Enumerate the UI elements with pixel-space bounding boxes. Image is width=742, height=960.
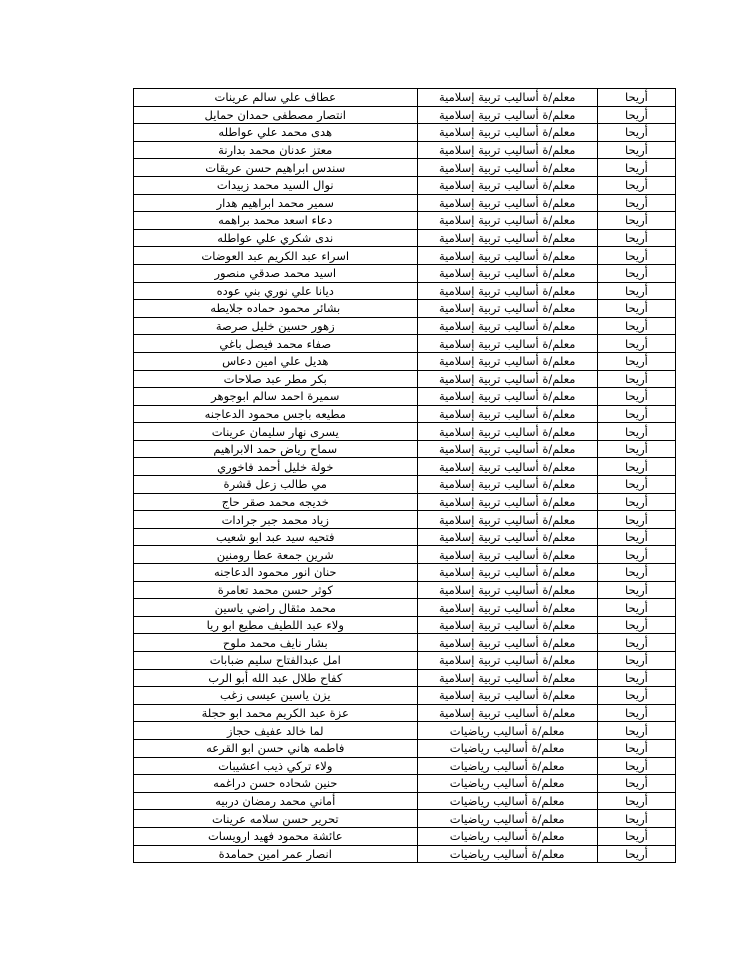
region-cell: أريحا [597, 845, 675, 863]
specialization-cell: معلم/ة أساليب تربية إسلامية [417, 564, 597, 582]
name-cell: كفاح طلال عبد الله أبو الرب [134, 669, 418, 687]
region-cell: أريحا [597, 493, 675, 511]
specialization-cell: معلم/ة أساليب رياضيات [417, 739, 597, 757]
specialization-cell: معلم/ة أساليب تربية إسلامية [417, 616, 597, 634]
name-cell: فتحيه سيد عبد ابو شعيب [134, 528, 418, 546]
specialization-cell: معلم/ة أساليب تربية إسلامية [417, 335, 597, 353]
table-row [134, 757, 676, 775]
specialization-cell: معلم/ة أساليب تربية إسلامية [417, 176, 597, 194]
table-row [134, 159, 676, 177]
name-cell: فاطمه هاني حسن ابو القرعه [134, 739, 418, 757]
table-row [134, 247, 676, 265]
table-row [134, 89, 676, 107]
specialization-cell: معلم/ة أساليب تربية إسلامية [417, 370, 597, 388]
specialization-cell: معلم/ة أساليب تربية إسلامية [417, 528, 597, 546]
region-cell: أريحا [597, 827, 675, 845]
region-cell: أريحا [597, 176, 675, 194]
name-cell: سميرة احمد سالم ابوجوهر [134, 388, 418, 406]
region-cell: أريحا [597, 264, 675, 282]
table-row [134, 581, 676, 599]
region-cell: أريحا [597, 212, 675, 230]
specialization-cell: معلم/ة أساليب تربية إسلامية [417, 229, 597, 247]
name-cell: خولة خليل أحمد فاخوري [134, 458, 418, 476]
region-cell: أريحا [597, 652, 675, 670]
region-cell: أريحا [597, 528, 675, 546]
name-cell: شرين جمعة عطا رومنين [134, 546, 418, 564]
specialization-cell: معلم/ة أساليب تربية إسلامية [417, 493, 597, 511]
region-cell: أريحا [597, 423, 675, 441]
specialization-cell: معلم/ة أساليب تربية إسلامية [417, 546, 597, 564]
region-cell: أريحا [597, 669, 675, 687]
name-cell: بشار نايف محمد ملوح [134, 634, 418, 652]
region-cell: أريحا [597, 106, 675, 124]
region-cell: أريحا [597, 194, 675, 212]
name-cell: ولاء تركي ذيب اعشيبات [134, 757, 418, 775]
specialization-cell: معلم/ة أساليب تربية إسلامية [417, 634, 597, 652]
table-row [134, 775, 676, 793]
table-row [134, 440, 676, 458]
table-row [134, 423, 676, 441]
specialization-cell: معلم/ة أساليب تربية إسلامية [417, 352, 597, 370]
name-cell: لما خالد عفيف حجاز [134, 722, 418, 740]
region-cell: أريحا [597, 440, 675, 458]
specialization-cell: معلم/ة أساليب رياضيات [417, 775, 597, 793]
name-cell: اسراء عبد الكريم عبد العوضات [134, 247, 418, 265]
table-row [134, 282, 676, 300]
table-row [134, 370, 676, 388]
table-row [134, 106, 676, 124]
table-row [134, 335, 676, 353]
table-row [134, 827, 676, 845]
region-cell: أريحا [597, 370, 675, 388]
table-row [134, 352, 676, 370]
name-cell: مطيعه باجس محمود الدعاجنه [134, 405, 418, 423]
specialization-cell: معلم/ة أساليب تربية إسلامية [417, 687, 597, 705]
region-cell: أريحا [597, 687, 675, 705]
specialization-cell: معلم/ة أساليب تربية إسلامية [417, 423, 597, 441]
name-cell: نوال السيد محمد زبيدات [134, 176, 418, 194]
specialization-cell: معلم/ة أساليب تربية إسلامية [417, 124, 597, 142]
name-cell: هديل علي امين دعاس [134, 352, 418, 370]
name-cell: صفاء محمد فيصل باغي [134, 335, 418, 353]
table-row [134, 652, 676, 670]
name-cell: يزن ياسين عيسى زغب [134, 687, 418, 705]
name-cell: سماح رياض حمد الابراهيم [134, 440, 418, 458]
specialization-cell: معلم/ة أساليب تربية إسلامية [417, 264, 597, 282]
region-cell: أريحا [597, 775, 675, 793]
region-cell: أريحا [597, 300, 675, 318]
name-cell: ديانا علي نوري بني عوده [134, 282, 418, 300]
table-row [134, 722, 676, 740]
region-cell: أريحا [597, 511, 675, 529]
name-cell: يسرى نهار سليمان عرينات [134, 423, 418, 441]
name-cell: معتز عدنان محمد بدارنة [134, 141, 418, 159]
table-row [134, 599, 676, 617]
name-cell: سمير محمد ابراهيم هدار [134, 194, 418, 212]
name-cell: كوثر حسن محمد تعامرة [134, 581, 418, 599]
name-cell: حنين شحاده حسن دراغمه [134, 775, 418, 793]
specialization-cell: معلم/ة أساليب تربية إسلامية [417, 704, 597, 722]
table-row [134, 300, 676, 318]
table-row [134, 194, 676, 212]
specialization-cell: معلم/ة أساليب تربية إسلامية [417, 476, 597, 494]
name-cell: عزة عبد الكريم محمد ابو حجلة [134, 704, 418, 722]
region-cell: أريحا [597, 282, 675, 300]
region-cell: أريحا [597, 581, 675, 599]
specialization-cell: معلم/ة أساليب تربية إسلامية [417, 159, 597, 177]
specialization-cell: معلم/ة أساليب تربية إسلامية [417, 106, 597, 124]
table-row [134, 176, 676, 194]
specialization-cell: معلم/ة أساليب تربية إسلامية [417, 212, 597, 230]
table-row [134, 476, 676, 494]
name-cell: مي طالب زعل قشرة [134, 476, 418, 494]
name-cell: خديجه محمد صقر حاج [134, 493, 418, 511]
specialization-cell: معلم/ة أساليب تربية إسلامية [417, 581, 597, 599]
specialization-cell: معلم/ة أساليب تربية إسلامية [417, 440, 597, 458]
name-cell: عطاف علي سالم عرينات [134, 89, 418, 107]
table-row [134, 141, 676, 159]
specialization-cell: معلم/ة أساليب تربية إسلامية [417, 388, 597, 406]
table-row [134, 810, 676, 828]
region-cell: أريحا [597, 352, 675, 370]
table-row [134, 669, 676, 687]
table-row [134, 124, 676, 142]
region-cell: أريحا [597, 739, 675, 757]
region-cell: أريحا [597, 564, 675, 582]
region-cell: أريحا [597, 141, 675, 159]
name-cell: زياد محمد جبر جرادات [134, 511, 418, 529]
region-cell: أريحا [597, 124, 675, 142]
specialization-cell: معلم/ة أساليب تربية إسلامية [417, 599, 597, 617]
specialization-cell: معلم/ة أساليب تربية إسلامية [417, 194, 597, 212]
table-row [134, 458, 676, 476]
name-cell: تحرير حسن سلامه عرينات [134, 810, 418, 828]
specialization-cell: معلم/ة أساليب رياضيات [417, 792, 597, 810]
specialization-cell: معلم/ة أساليب تربية إسلامية [417, 89, 597, 107]
name-cell: زهور حسين خليل صرصة [134, 317, 418, 335]
specialization-cell: معلم/ة أساليب تربية إسلامية [417, 511, 597, 529]
table-row [134, 792, 676, 810]
name-cell: ولاء عبد اللطيف مطيع ابو ريا [134, 616, 418, 634]
name-cell: بشائر محمود حماده جلايطه [134, 300, 418, 318]
region-cell: أريحا [597, 757, 675, 775]
table-row [134, 546, 676, 564]
name-cell: انتصار مصطفى حمدان حمايل [134, 106, 418, 124]
name-cell: بكر مطر عبد صلاحات [134, 370, 418, 388]
name-cell: سندس ابراهيم حسن عريقات [134, 159, 418, 177]
specialization-cell: معلم/ة أساليب تربية إسلامية [417, 247, 597, 265]
name-cell: انصار عمر امين حمامدة [134, 845, 418, 863]
region-cell: أريحا [597, 616, 675, 634]
region-cell: أريحا [597, 722, 675, 740]
table-row [134, 511, 676, 529]
specialization-cell: معلم/ة أساليب رياضيات [417, 827, 597, 845]
region-cell: أريحا [597, 599, 675, 617]
region-cell: أريحا [597, 317, 675, 335]
specialization-cell: معلم/ة أساليب تربية إسلامية [417, 458, 597, 476]
table-row [134, 528, 676, 546]
region-cell: أريحا [597, 546, 675, 564]
table-row [134, 634, 676, 652]
table-row [134, 564, 676, 582]
region-cell: أريحا [597, 634, 675, 652]
name-cell: عائشة محمود فهيد ارويسات [134, 827, 418, 845]
table-row [134, 212, 676, 230]
table-body [134, 89, 676, 863]
name-cell: أماني محمد رمضان دربيه [134, 792, 418, 810]
region-cell: أريحا [597, 704, 675, 722]
region-cell: أريحا [597, 792, 675, 810]
specialization-cell: معلم/ة أساليب تربية إسلامية [417, 282, 597, 300]
specialization-cell: معلم/ة أساليب رياضيات [417, 845, 597, 863]
table-row [134, 739, 676, 757]
name-cell: اسيد محمد صدقي منصور [134, 264, 418, 282]
specialization-cell: معلم/ة أساليب رياضيات [417, 810, 597, 828]
region-cell: أريحا [597, 89, 675, 107]
region-cell: أريحا [597, 458, 675, 476]
specialization-cell: معلم/ة أساليب تربية إسلامية [417, 317, 597, 335]
table-row [134, 229, 676, 247]
region-cell: أريحا [597, 388, 675, 406]
table-row [134, 405, 676, 423]
table-row [134, 704, 676, 722]
specialization-cell: معلم/ة أساليب تربية إسلامية [417, 669, 597, 687]
table-row [134, 616, 676, 634]
table-row [134, 687, 676, 705]
name-cell: محمد مثقال راضي ياسين [134, 599, 418, 617]
specialization-cell: معلم/ة أساليب رياضيات [417, 722, 597, 740]
region-cell: أريحا [597, 810, 675, 828]
table-row [134, 493, 676, 511]
teachers-table [133, 88, 676, 863]
table-row [134, 388, 676, 406]
table-row [134, 264, 676, 282]
name-cell: حنان انور محمود الدعاجنه [134, 564, 418, 582]
specialization-cell: معلم/ة أساليب تربية إسلامية [417, 141, 597, 159]
name-cell: امل عبدالفتاح سليم ضبابات [134, 652, 418, 670]
region-cell: أريحا [597, 335, 675, 353]
region-cell: أريحا [597, 247, 675, 265]
name-cell: دعاء اسعد محمد براهمه [134, 212, 418, 230]
region-cell: أريحا [597, 159, 675, 177]
specialization-cell: معلم/ة أساليب تربية إسلامية [417, 300, 597, 318]
region-cell: أريحا [597, 476, 675, 494]
specialization-cell: معلم/ة أساليب رياضيات [417, 757, 597, 775]
name-cell: هدى محمد علي عواطله [134, 124, 418, 142]
name-cell: ندى شكري علي عواطله [134, 229, 418, 247]
table-row [134, 317, 676, 335]
specialization-cell: معلم/ة أساليب تربية إسلامية [417, 652, 597, 670]
table-row [134, 845, 676, 863]
region-cell: أريحا [597, 229, 675, 247]
specialization-cell: معلم/ة أساليب تربية إسلامية [417, 405, 597, 423]
region-cell: أريحا [597, 405, 675, 423]
